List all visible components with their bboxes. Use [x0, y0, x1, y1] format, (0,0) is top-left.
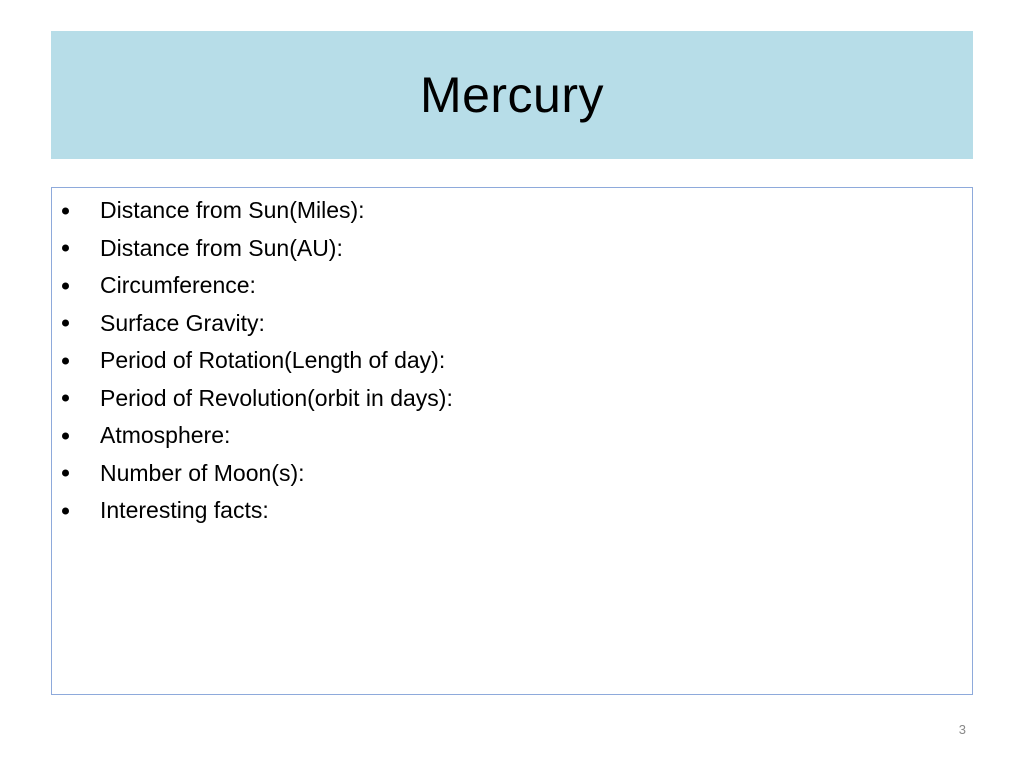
list-item: [52, 267, 972, 305]
bullet-text: Circumference:: [100, 272, 256, 299]
bullet-text: Surface Gravity:: [100, 309, 265, 336]
bullet-icon: [62, 245, 69, 252]
bullet-text: Interesting facts:: [100, 497, 269, 524]
bullet-icon: [62, 320, 69, 327]
list-item: [52, 305, 972, 343]
bullet-icon: [62, 470, 69, 477]
list-item: [52, 192, 972, 230]
bullet-list: [52, 192, 972, 530]
bullet-icon: [62, 282, 69, 289]
bullet-icon: [62, 507, 69, 514]
content-box[interactable]: [51, 187, 973, 695]
bullet-icon: [62, 207, 69, 214]
list-item: [52, 492, 972, 530]
list-item: [52, 342, 972, 380]
bullet-icon: [62, 395, 69, 402]
bullet-text: Atmosphere:: [100, 422, 231, 449]
list-item: [52, 455, 972, 493]
bullet-text: Period of Rotation(Length of day):: [100, 347, 446, 374]
title-bar: [51, 31, 973, 159]
page-number: 3: [958, 722, 966, 737]
bullet-text: Period of Revolution(orbit in days):: [100, 384, 453, 411]
list-item: [52, 380, 972, 418]
list-item: [52, 230, 972, 268]
bullet-text: Distance from Sun(AU):: [100, 234, 343, 261]
bullet-text: Distance from Sun(Miles):: [100, 197, 365, 224]
bullet-icon: [62, 432, 69, 439]
bullet-text: Number of Moon(s):: [100, 459, 305, 486]
slide-title[interactable]: Mercury: [419, 67, 605, 123]
list-item: [52, 417, 972, 455]
bullet-icon: [62, 357, 69, 364]
